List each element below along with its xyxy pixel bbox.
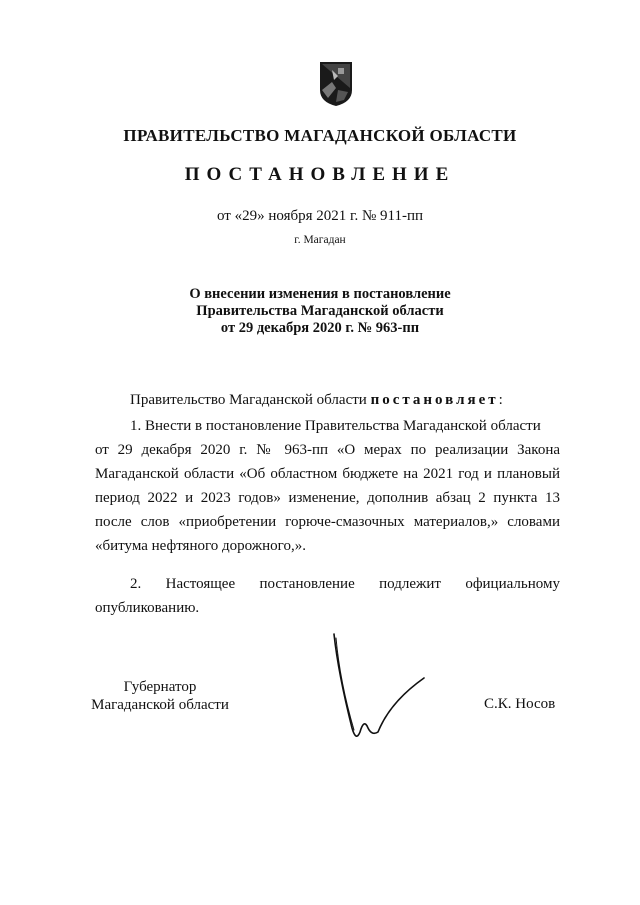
item-1-first-line: 1. Внести в постановление Правительства Магаданской области [130,418,541,434]
signatory-title [90,678,230,714]
subject-line: Правительства Магаданской области [196,303,444,319]
city: г. Магадан [294,234,346,246]
signatory-name: С.К. Носов [484,696,556,712]
subject-line: О внесении изменения в постановление [189,286,451,302]
item-2-word: Настоящее [165,576,236,592]
item-2-word: официальному [465,576,560,592]
item-2-second-line: опубликованию. [95,600,200,616]
subject-line: от 29 декабря 2020 г. № 963-пп [220,320,420,336]
signatory-title-line: Губернатор [123,679,197,695]
item-2-first-line [95,572,560,596]
handwritten-signature [330,632,430,752]
signatory-title-line: Магаданской области [91,697,229,713]
item-2-word: постановление [259,576,355,592]
item-1-paragraph [95,414,560,558]
item-2-paragraph [95,572,560,620]
document-type: ПОСТАНОВЛЕНИЕ [184,164,456,185]
item-2-word: подлежит [379,576,441,592]
item-2-word: 2. [130,576,142,592]
intro-paragraph [130,388,503,412]
intro-suffix: : [498,392,503,408]
date-number-line: от «29» ноября 2021 г. № 911-пп [216,208,424,224]
decrees-word: постановляет [370,392,499,408]
coat-of-arms-icon [318,60,354,108]
intro-prefix: Правительство Магаданской области [130,392,367,408]
document-subject [0,286,640,337]
organization-title: ПРАВИТЕЛЬСТВО МАГАДАНСКОЙ ОБЛАСТИ [123,126,517,145]
item-1-text: от 29 декабря 2020 г. № 963-пп «О мерах по реализации Закона Магаданской области «Об областном бюджете на 2021 год и плановый период 2022 и 2023 годов» изменение, дополнив абзац 2 пункта 13 после слов «приобретении горюче-смазочных материалов,» словами «битума нефтяного дорожного,». [95,442,560,554]
